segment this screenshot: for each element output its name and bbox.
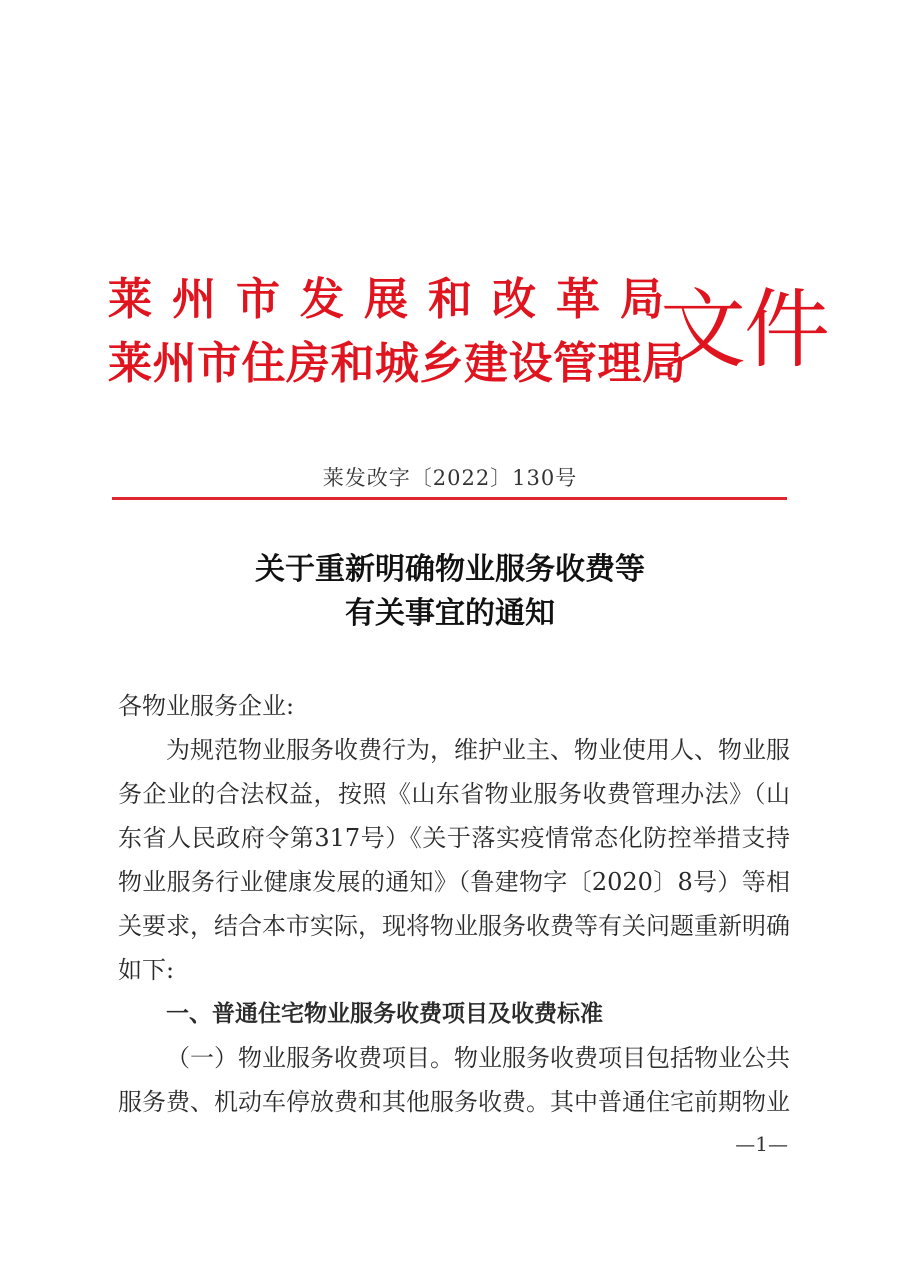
section-heading-1: 一、普通住宅物业服务收费项目及收费标准 — [166, 1001, 603, 1027]
org-name-development-reform: 莱州市发展和改革局 — [108, 274, 684, 325]
body-paragraph-2: （一）物业服务收费项目。物业服务收费项目包括物业公共服务费、机动车停放费和其他服务收费。其中普通住宅前期物业 — [118, 1044, 790, 1116]
document-label: 文件 — [660, 280, 828, 380]
org-name-housing-construction: 莱州市住房和城乡建设管理局 — [108, 338, 687, 389]
document-body — [118, 684, 790, 1124]
title-line-1: 关于重新明确物业服务收费等 — [255, 552, 645, 587]
document-title — [0, 548, 900, 636]
salutation: 各物业服务企业: — [118, 692, 295, 720]
document-number: 莱发改字〔2022〕130号 — [322, 466, 578, 490]
red-divider-line — [112, 497, 787, 500]
issuing-organizations — [108, 268, 687, 396]
page-number: —1— — [735, 1132, 788, 1156]
body-paragraph-1: 为规范物业服务收费行为，维护业主、物业使用人、物业服务企业的合法权益，按照《山东省物业服务收费管理办法》（山东省人民政府令第317号）《关于落实疫情常态化防控举措支持物业服务行业健康发展的通知》（鲁建物字〔2020〕8号）等相关要求，结合本市实际，现将物业服务收费等有关问题重新明确如下: — [118, 736, 790, 984]
title-line-2: 有关事宜的通知 — [345, 596, 555, 631]
